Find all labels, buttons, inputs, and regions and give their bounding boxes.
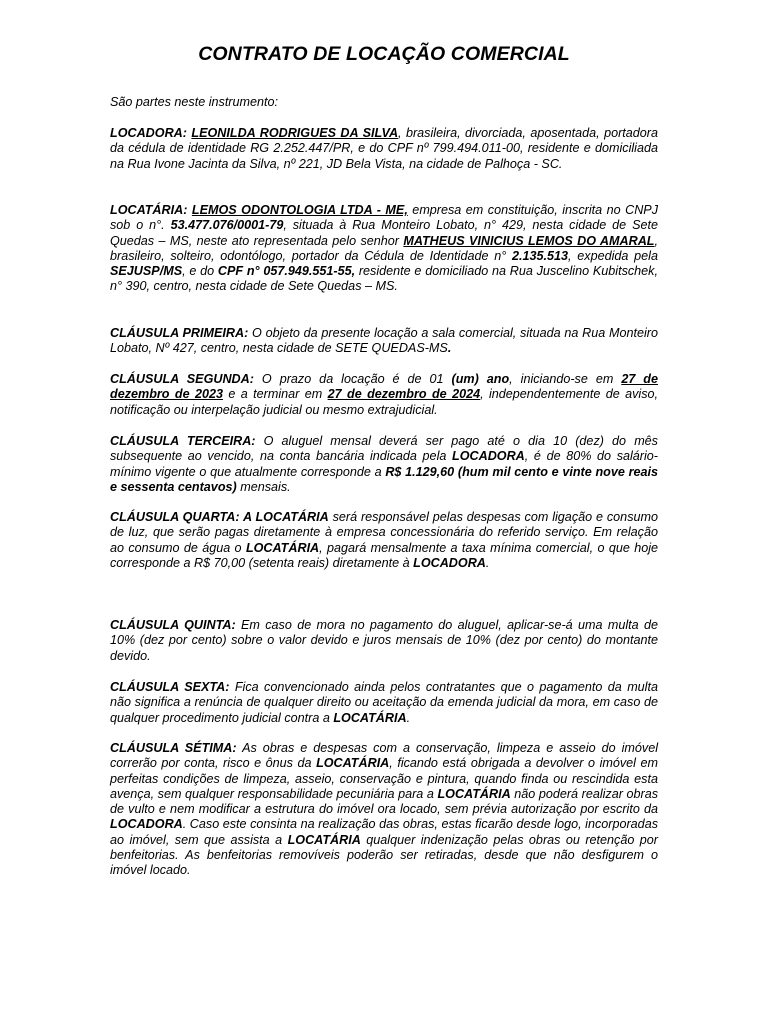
emphasized-text: CLÁUSULA TERCEIRA: [110, 434, 256, 448]
emphasized-text: LOCADORA [110, 817, 183, 832]
text-run: qualquer indenização pelas obras ou retenção por benfeitorias. As benfeitorias removíveis poderão ser retiradas, desde que não desfigurem o imóvel locado. [110, 832, 658, 878]
emphasized-text: LOCADORA: [110, 126, 192, 140]
text-run: As obras e despesas com a conservação, limpeza e asseio do imóvel correrão por conta, risco e ônus da [110, 741, 658, 771]
emphasized-text: LOCATÁRIA [333, 710, 407, 725]
text-run: residente e domiciliado na Rua Juscelino Kubitschek, n° 390, centro, nesta cidade de Sete Quedas – MS. [110, 264, 658, 294]
text-run: . Caso este consinta na realização das obras, estas ficarão desde logo, incorporadas ao imóvel, sem que assista a [110, 817, 658, 847]
emphasized-text: LOCATÁRIA [245, 540, 320, 555]
text-run: , ficando está obrigada a devolver o imóvel em perfeitas condições de limpeza, asseio, conservação e pintura, quando finda ou rescindida esta avença, sem qualquer responsabilidade pecuniária para a [110, 756, 658, 801]
emphasized-text: LEMOS ODONTOLOGIA LTDA - ME, [191, 203, 408, 217]
emphasized-text: . [447, 341, 452, 356]
text-run: São partes neste instrumento: [110, 95, 279, 109]
locadora-paragraph [110, 126, 658, 172]
emphasized-text: R$ 1.129,60 (hum mil cento e vinte nove reais e sessenta centavos) [110, 464, 658, 494]
emphasized-text: 27 de dezembro de 2023 [110, 372, 658, 402]
document-title: CONTRATO DE LOCAÇÃO COMERCIAL [198, 43, 570, 65]
emphasized-text: SEJUSP/MS [110, 264, 183, 279]
emphasized-text: LOCADORA [452, 449, 525, 464]
emphasized-text: LOCATÁRIA [287, 832, 361, 847]
text-run: , pagará mensalmente a taxa mínima comercial, o que hoje corresponde a R$ 70,00 (setenta reais) diretamente à [110, 540, 659, 570]
emphasized-text: 53.477.076/0001-79 [170, 218, 284, 233]
text-run: , brasileira, divorciada, aposentada, portadora da cédula de identidade RG 2.252.447/PR, e do CPF nº 799.494.011-00, residente e domiciliada na Rua Ivone Jacinta da Silva, nº 221, JD Bela Vista, na cidade de Palhoça - SC. [110, 126, 659, 171]
emphasized-text: CLÁUSULA SEXTA: [110, 680, 230, 694]
text-run: e a terminar em [222, 387, 328, 402]
emphasized-text: CLÁUSULA SÉTIMA: [110, 741, 237, 755]
text-run: . [406, 710, 411, 725]
emphasized-text: CLÁUSULA QUARTA: A LOCATÁRIA [110, 510, 329, 524]
clausula-primeira-paragraph [110, 326, 658, 357]
emphasized-text: LOCADORA [413, 555, 486, 570]
emphasized-text: LOCATÁRIA [316, 756, 390, 771]
text-run: , e do [182, 264, 218, 279]
clausula-setima-paragraph [110, 741, 658, 879]
text-run: O prazo da locação é de 01 [253, 372, 452, 386]
text-run: Fica convencionado ainda pelos contratantes que o pagamento da multa não significa a renúncia de qualquer direito ou aceitação da emenda judicial da mora, em caso de qualquer procedimento judicial contra a [110, 680, 658, 725]
emphasized-text: MATHEUS VINICIUS LEMOS DO AMARAL [403, 233, 655, 248]
emphasized-text: 27 de dezembro de 2024 [327, 387, 481, 402]
locataria-paragraph [110, 203, 658, 295]
clausula-terceira-paragraph [110, 434, 658, 495]
text-run: , brasileiro, solteiro, odontólogo, portador da Cédula de Identidade n° [110, 233, 658, 263]
text-run: mensais. [236, 479, 291, 494]
clausula-quinta-paragraph [110, 618, 658, 664]
clausula-segunda-paragraph [110, 372, 658, 418]
emphasized-text: LEONILDA RODRIGUES DA SILVA [191, 126, 399, 140]
text-run: , situada à Rua Monteiro Lobato, n° 429, nesta cidade de Sete Quedas – MS, neste ato representada pelo senhor [110, 218, 658, 248]
emphasized-text: (um) ano [451, 372, 510, 386]
text-run: O objeto da presente locação a sala comercial, situada na Rua Monteiro Lobato, Nº 427, centro, nesta cidade de SETE QUEDAS-MS [110, 326, 659, 356]
text-run: , iniciando-se em [509, 372, 622, 386]
emphasized-text: LOCATÁRIA [437, 786, 511, 801]
text-run: , é de 80% do salário-mínimo vigente o que atualmente corresponde a [110, 449, 658, 479]
emphasized-text: 2.135.513 [512, 248, 569, 263]
clausula-sexta-paragraph [110, 680, 658, 726]
text-run: não poderá realizar obras de vulto e nem modificar a estrutura do imóvel ora locado, sem prévia autorização por escrito da [110, 786, 658, 817]
emphasized-text: LOCATÁRIA: [110, 203, 192, 217]
text-run: empresa em constituição, inscrita no CNPJ sob o n°. [110, 203, 659, 233]
emphasized-text: CLÁUSULA SEGUNDA: [110, 372, 254, 386]
emphasized-text: CPF n° 057.949.551-55, [217, 264, 356, 279]
text-run: . [485, 555, 490, 570]
emphasized-text: CLÁUSULA PRIMEIRA: [110, 326, 249, 340]
text-run: O aluguel mensal deverá ser pago até o dia 10 (dez) do mês subsequente ao vencido, na conta bancária indicada pela [110, 434, 658, 464]
text-run: será responsável pelas despesas com ligação e consumo de luz, que serão pagas diretamente à empresa concessionária do referido serviço. Em relação ao consumo de água o [110, 510, 658, 555]
text-run: Em caso de mora no pagamento do aluguel, aplicar-se-á uma multa de 10% (dez por cento) sobre o valor devido e juros mensais de 10% (dez por cento) do montante devido. [110, 618, 658, 663]
emphasized-text: CLÁUSULA QUINTA: [110, 618, 236, 632]
intro-paragraph [110, 95, 658, 110]
text-run: , expedida pela [568, 248, 658, 263]
text-run: , independentemente de aviso, notificação ou interpelação judicial ou mesmo extrajudicial. [110, 387, 659, 417]
clausula-quarta-paragraph [110, 510, 658, 571]
